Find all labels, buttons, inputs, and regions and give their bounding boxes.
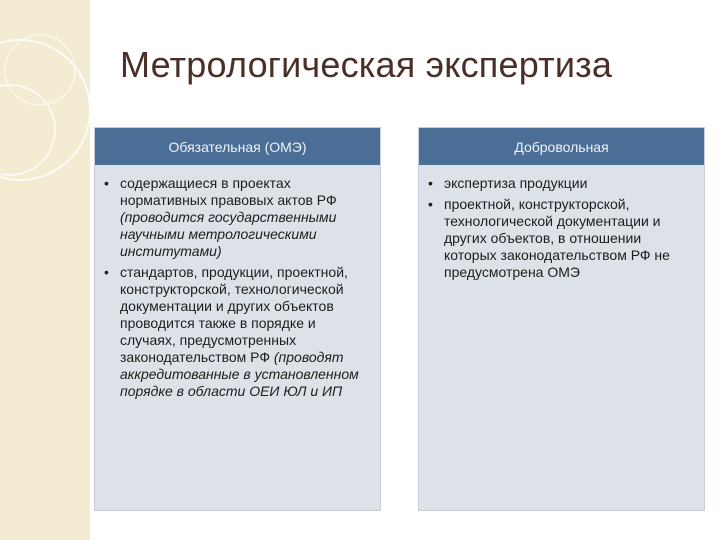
voluntary-list xyxy=(419,165,704,281)
decorative-circles-icon xyxy=(0,0,90,540)
bullet-icon: • xyxy=(104,264,109,280)
bullet-icon: • xyxy=(104,175,109,191)
item-text: содержащиеся в проектах нормативных правовых актов РФ xyxy=(120,175,337,208)
mandatory-list xyxy=(95,165,380,400)
column-header-mandatory: Обязательная (ОМЭ) xyxy=(95,128,380,165)
column-mandatory xyxy=(94,127,381,511)
list-item xyxy=(428,196,696,281)
bullet-icon: • xyxy=(428,196,433,212)
bullet-icon: • xyxy=(428,175,433,191)
page-title: Метрологическая экспертиза xyxy=(120,44,613,85)
decorative-side-band xyxy=(0,0,90,540)
item-text: проектной, конструкторской, технологической документации и других объектов, в отношении которых законодательством РФ не предусмотрена ОМЭ xyxy=(444,196,670,280)
item-note: (проводится государственными научными метрологическими институтами) xyxy=(120,209,337,259)
column-voluntary xyxy=(418,127,705,511)
item-text: стандартов, продукции, проектной, конструкторской, технологической документации и других объектов проводится также в порядке и случаях, предусмотренных законодательством РФ xyxy=(120,264,348,365)
item-note: (проводят аккредитованные в установленном порядке в области ОЕИ ЮЛ и ИП xyxy=(120,349,359,399)
list-item xyxy=(104,264,372,400)
list-item xyxy=(428,175,696,192)
list-item xyxy=(104,175,372,260)
column-header-voluntary: Добровольная xyxy=(419,128,704,165)
item-text: экспертиза продукции xyxy=(444,175,588,191)
